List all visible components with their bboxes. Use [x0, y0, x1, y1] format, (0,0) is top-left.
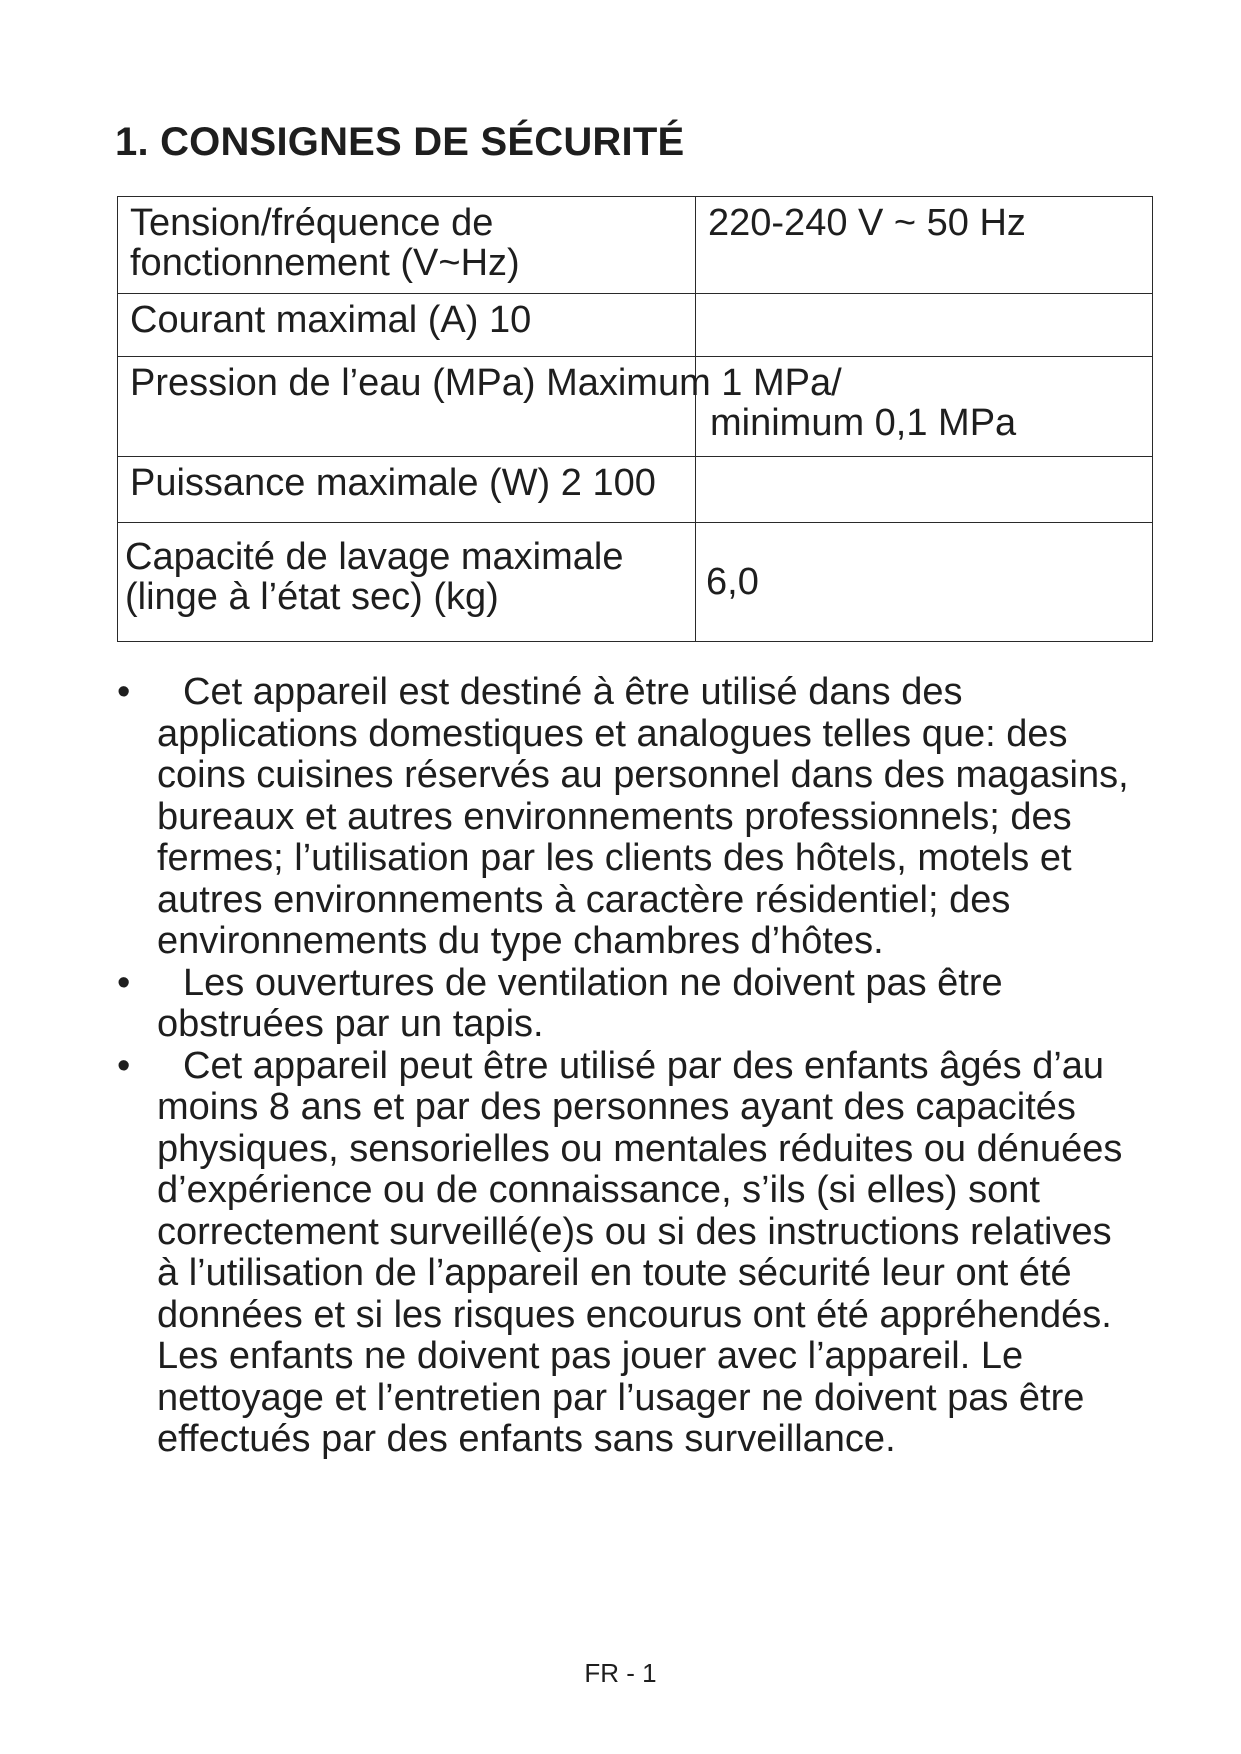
- page-title: 1. CONSIGNES DE SÉCURITÉ: [115, 120, 685, 164]
- list-item: [117, 1046, 1137, 1461]
- spec-label-line: (linge à l’état sec) (kg): [125, 576, 499, 618]
- spec-label-line: Tension/fréquence de: [130, 202, 494, 244]
- bullet-marker: •: [117, 671, 131, 713]
- spec-table: [117, 196, 1153, 642]
- spec-label-line: Capacité de lavage maximale: [125, 536, 624, 578]
- spec-value-text: minimum 0,1 MPa: [710, 402, 1017, 444]
- page-number: FR - 1: [584, 1658, 657, 1688]
- table-row: [118, 294, 1153, 357]
- table-row: [118, 197, 1153, 294]
- spec-value-voltage: 220-240 V ~ 50 Hz: [696, 197, 1153, 294]
- bullet-marker: •: [117, 961, 131, 1004]
- spec-label-text: Puissance maximale (W) 2 100: [130, 462, 656, 504]
- table-row: [118, 457, 1153, 523]
- table-row: [118, 523, 1153, 642]
- spec-value-wash-capacity: 6,0: [696, 523, 1153, 642]
- list-item-text: Cet appareil peut être utilisé par des enfants âgés d’au moins 8 ans et par des personnes ayant des capacités physiques, sensorielles ou mentales réduites ou dénuées d’expérience ou de connaissance, s’ils (si elles) sont correctement surveillé(e)s ou si des instructions relatives à l’utilisation de l’appareil en toute sécurité leur ont été données et si les risques encourus ont été appréhendés. Les enfants ne doivent pas jouer avec l’appareil. Le nettoyage et l’entretien par l’usager ne doivent pas être effectués par des enfants sans surveillance.: [157, 1044, 1123, 1460]
- bullet-marker: •: [117, 1044, 131, 1087]
- spec-value-current: [696, 294, 1153, 357]
- spec-label-text: Pression de l’eau (MPa) Maximum 1 MPa/: [130, 362, 842, 404]
- safety-instructions-list: [117, 672, 1137, 1461]
- spec-label-line: fonctionnement (V~Hz): [130, 242, 520, 284]
- list-item: [117, 672, 1137, 963]
- spec-label-current: Courant maximal (A) 10: [118, 294, 696, 357]
- list-item-text: Les ouvertures de ventilation ne doivent pas être obstruées par un tapis.: [157, 961, 1003, 1045]
- spec-value-max-power: [696, 457, 1153, 523]
- spec-label-wash-capacity: [118, 523, 696, 642]
- spec-label-water-pressure: [118, 357, 842, 457]
- list-item: [117, 963, 1137, 1046]
- list-item-text: Cet appareil est destiné à être utilisé dans des applications domestiques et analogues telles que: des coins cuisines réservés au personnel dans des magasins, bureaux et autres environnements professionnels; des fermes; l’utilisation par les clients des hôtels, motels et autres environnements à caractère résidentiel; des environnements du type chambres d’hôtes.: [157, 671, 1129, 962]
- spec-label-max-power: [118, 457, 696, 523]
- spec-label-voltage: [118, 197, 696, 294]
- table-row: [118, 357, 1153, 457]
